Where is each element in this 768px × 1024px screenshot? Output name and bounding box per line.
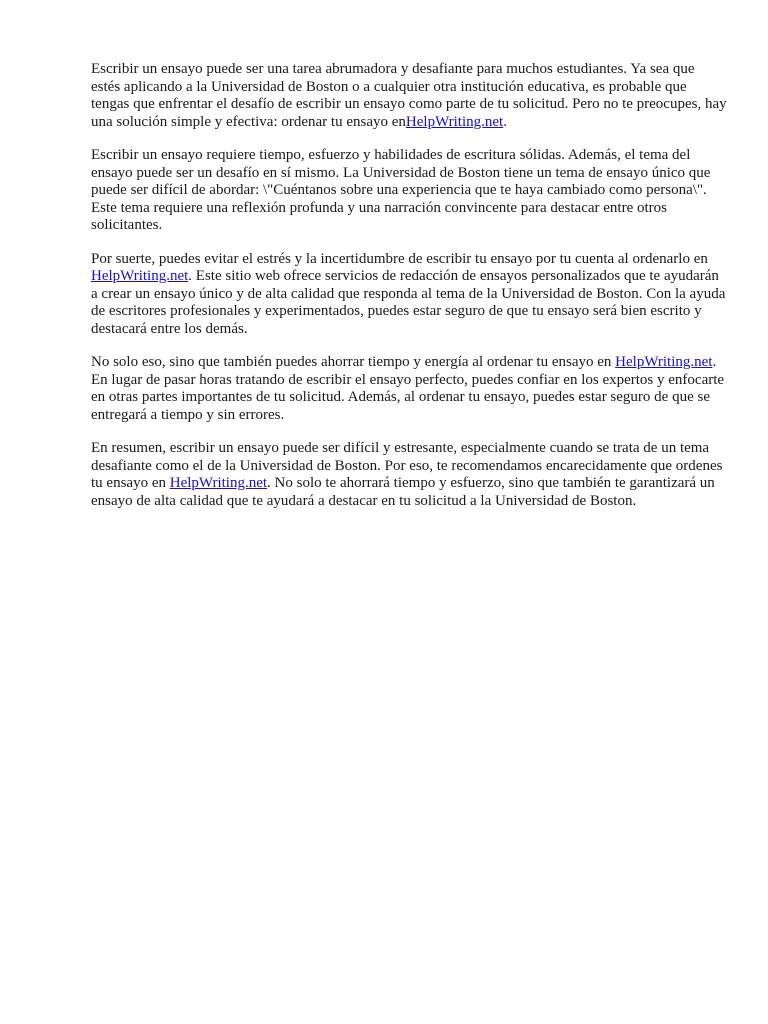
document-page (91, 61, 727, 526)
paragraph-5 (91, 440, 727, 510)
paragraph-4-text-after: . En lugar de pasar horas tratando de escribir el ensayo perfecto, puedes confiar en los expertos y enfocarte en otras partes importantes de tu solicitud. Además, al ordenar tu ensayo, puedes estar seguro de que se entregará a tiempo y sin errores. (91, 354, 725, 423)
paragraph-5-text-before: En resumen, escribir un ensayo puede ser difícil y estresante, especialmente cuando se trata de un tema desafiante como el de la Universidad de Boston. Por eso, te recomendamos encarecidamente que ordenes tu ensayo en (91, 440, 723, 491)
paragraph-3-text-after: . Este sitio web ofrece servicios de redacción de ensayos personalizados que te ayudarán a crear un ensayo único y de alta calidad que responda al tema de la Universidad de Boston. Con la ayuda de escritores profesionales y experimentados, puedes estar seguro de que tu ensayo será bien escrito y destacará entre los demás. (91, 268, 726, 337)
paragraph-4 (91, 354, 727, 424)
paragraph-1 (91, 61, 727, 131)
paragraph-1-text-after: . (503, 113, 507, 130)
paragraph-1-text-before: Escribir un ensayo puede ser una tarea abrumadora y desafiante para muchos estudiantes. Ya sea que estés aplicando a la Universidad de Boston o a cualquier otra institución educativa, es probable que tengas que enfrentar el desafío de escribir un ensayo como parte de tu solicitud. Pero no te preocupes, hay una solución simple y efectiva: ordenar tu ensayo en (91, 61, 727, 130)
paragraph-5-text-after: . No solo te ahorrará tiempo y esfuerzo, sino que también te garantizará un ensayo de alta calidad que te ayudará a destacar en tu solicitud a la Universidad de Boston. (91, 475, 715, 509)
helpwriting-link[interactable]: HelpWriting.net (91, 268, 189, 284)
helpwriting-link[interactable]: HelpWriting.net (405, 113, 504, 130)
paragraph-3 (91, 251, 727, 339)
paragraph-4-text-before: No solo eso, sino que también puedes ahorrar tiempo y energía al ordenar tu ensayo en (91, 354, 616, 370)
paragraph-2-text: Escribir un ensayo requiere tiempo, esfuerzo y habilidades de escritura sólidas. Además, el tema del ensayo puede ser un desafío en sí mismo. La Universidad de Boston tiene un tema de ensayo único que puede ser difícil de abordar: \"Cuéntanos sobre una experiencia que te haya cambiado como persona\". Este tema requiere una reflexión profunda y una narración convincente para destacar entre otros solicitantes. (91, 147, 711, 233)
paragraph-3-text-before: Por suerte, puedes evitar el estrés y la incertidumbre de escribir tu ensayo por tu cuenta al ordenarlo en (91, 250, 708, 267)
paragraph-2 (91, 147, 727, 235)
helpwriting-link[interactable]: HelpWriting.net (169, 475, 268, 491)
helpwriting-link[interactable]: HelpWriting.net (615, 354, 713, 370)
